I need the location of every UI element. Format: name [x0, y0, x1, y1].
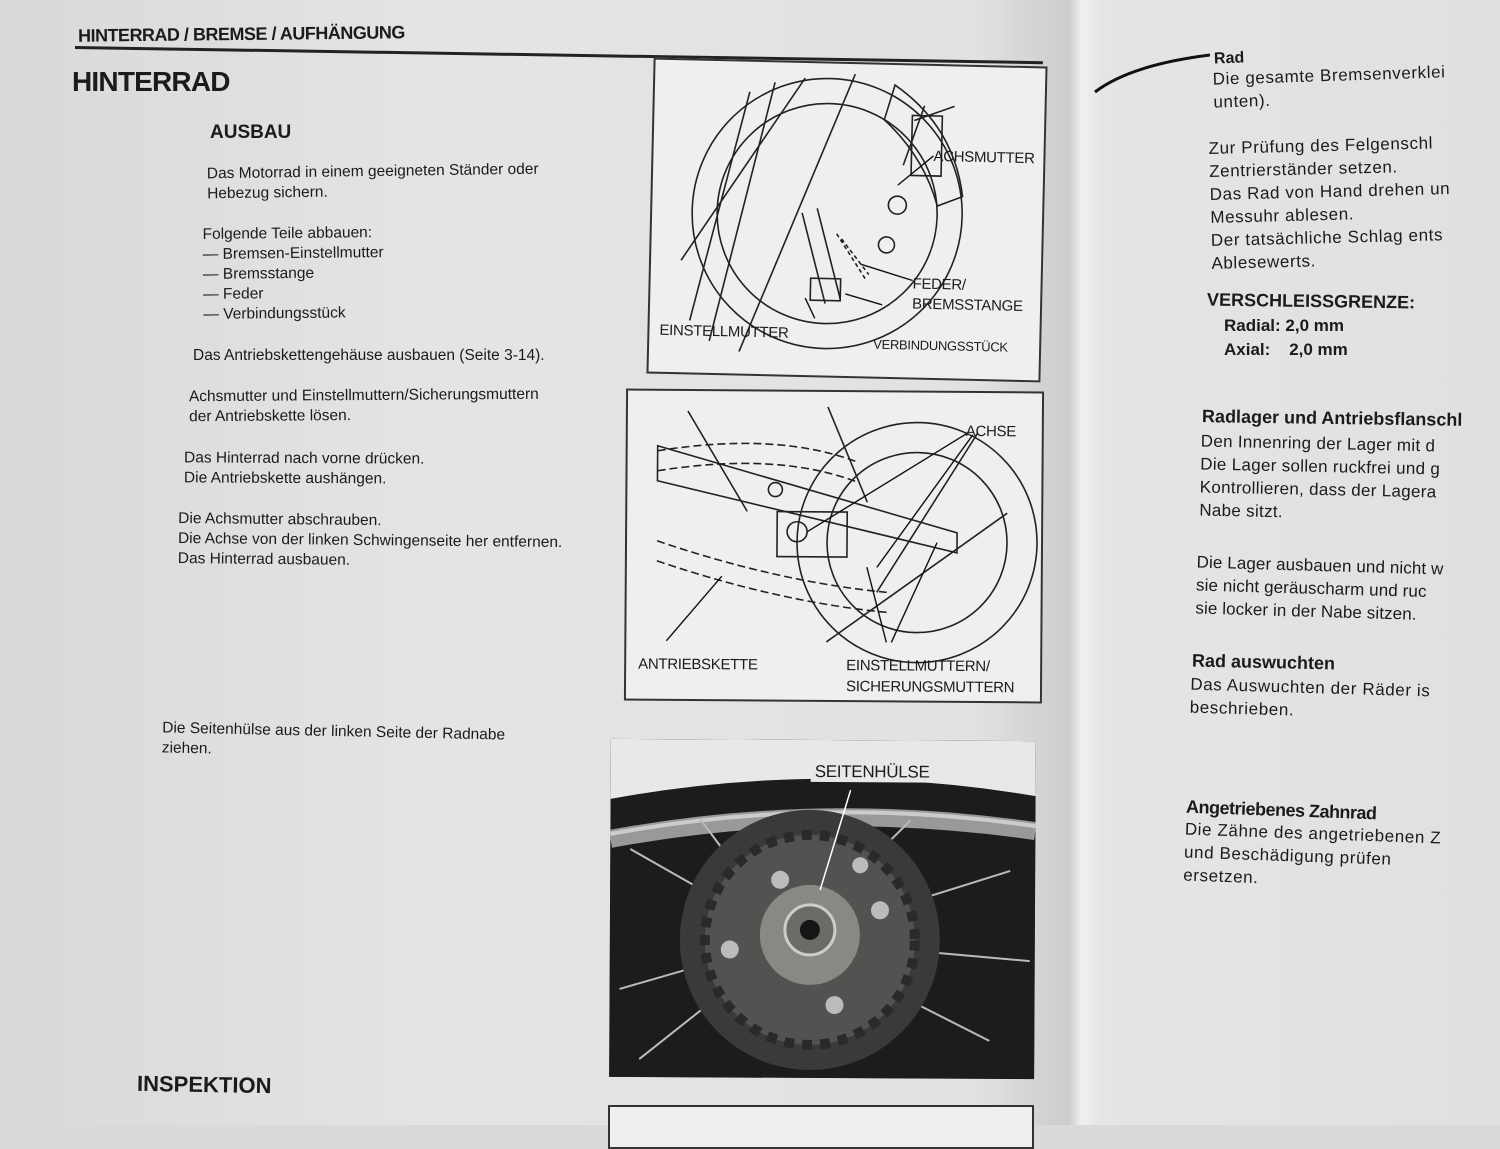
- page-corner-curve: [1090, 50, 1210, 100]
- text-line: Die Lager sollen ruckfrei und g: [1200, 454, 1441, 479]
- text-line: und Beschädigung prüfen: [1183, 842, 1392, 869]
- running-header: HINTERRAD / BREMSE / AUFHÄNGUNG: [77, 22, 405, 46]
- text-line: Messuhr ablesen.: [1210, 204, 1355, 227]
- label-einstellmutter: EINSTELLMUTTER: [659, 321, 789, 342]
- label-einstellmuttern: EINSTELLMUTTERN/: [846, 657, 990, 676]
- figure-axle-chain: [624, 389, 1044, 704]
- radial-label: Radial:: [1224, 316, 1281, 335]
- label-antriebskette: ANTRIEBSKETTE: [638, 655, 758, 674]
- axial-label: Axial:: [1224, 340, 1271, 359]
- heading-rad-auswuchten: Rad auswuchten: [1191, 650, 1336, 674]
- label-achse: ACHSE: [965, 422, 1017, 441]
- label-verbindungsstueck: VERBINDUNGSSTÜCK: [873, 336, 1008, 355]
- zahnrad-text: [1183, 818, 1442, 896]
- list-item: — Bremsen-Einstellmutter: [202, 244, 384, 263]
- heading-verschleissgrenze: VERSCHLEISSGRENZE:: [1206, 289, 1416, 313]
- paragraph-1: [207, 160, 539, 205]
- text-line: Zur Prüfung des Felgenschl: [1208, 133, 1434, 158]
- rad-text: [1212, 60, 1446, 113]
- label-seitenhuelse: SEITENHÜLSE: [811, 762, 934, 783]
- text-line: Der tatsächliche Schlag ents: [1210, 225, 1444, 250]
- text-line: sie nicht geräuscharm und ruc: [1195, 575, 1427, 601]
- text-line: der Antriebskette lösen.: [189, 407, 352, 426]
- photo-rear-wheel-hub: [609, 739, 1036, 1079]
- section-ausbau: AUSBAU: [210, 122, 292, 143]
- paragraph-6: [162, 718, 506, 765]
- lager2-text: [1195, 551, 1444, 627]
- wucht-text: [1189, 673, 1430, 726]
- text-line: Das Rad von Hand drehen un: [1209, 179, 1451, 204]
- text-line: Zentrierständer setzen.: [1208, 157, 1398, 181]
- text-line: Kontrollieren, dass der Lagera: [1199, 477, 1437, 502]
- axial-value: 2,0 mm: [1289, 340, 1348, 359]
- wear-limits: [1224, 314, 1348, 362]
- label-sicherungsmuttern: SICHERUNGSMUTTERN: [845, 678, 1015, 697]
- paragraph-2: Das Antriebskettengehäuse ausbauen (Seite 3-14).: [193, 347, 545, 364]
- paragraph-4: [184, 448, 425, 489]
- text-line: Ablesewerts.: [1211, 251, 1317, 273]
- text-line: Das Motorrad in einem geeigneten Ständer oder: [206, 160, 539, 183]
- text-line: sie locker in der Nabe sitzen.: [1195, 598, 1417, 624]
- text-line: Den Innenring der Lager mit d: [1200, 431, 1436, 456]
- text-line: Die Seitenhülse aus der linken Seite der Radnabe: [162, 719, 506, 744]
- paragraph-5: [178, 509, 563, 573]
- text-line: Das Hinterrad ausbauen.: [177, 549, 351, 569]
- text-line: Die Lager ausbauen und nicht w: [1196, 552, 1444, 579]
- text-line: Das Auswuchten der Räder is: [1190, 674, 1431, 701]
- label-achsmutter: ACHSMUTTER: [933, 147, 1035, 168]
- text-line: Achsmutter und Einstellmuttern/Sicherungsmuttern: [188, 385, 539, 406]
- text-line: Die Zähne des angetriebenen Z: [1184, 819, 1442, 848]
- heading-zahnrad: Angetriebenes Zahnrad: [1185, 796, 1377, 824]
- text-line: Die gesamte Bremsenverklei: [1212, 62, 1446, 89]
- text-line: ziehen.: [161, 739, 212, 758]
- text-line: Die Achse von der linken Schwingenseite her entfernen.: [177, 529, 563, 552]
- list-item: — Feder: [203, 285, 264, 303]
- text-line: Die Antriebskette aushängen.: [183, 469, 387, 488]
- figure-inspection-partial: [608, 1105, 1034, 1149]
- radial-value: 2,0 mm: [1285, 316, 1345, 335]
- heading-rad: Rad: [1213, 49, 1245, 68]
- parts-list: [202, 223, 384, 325]
- text-line: beschrieben.: [1189, 697, 1295, 720]
- pruefung-text: [1208, 131, 1452, 275]
- heading-radlager: Radlager und Antriebsflanschl: [1201, 406, 1463, 430]
- list-item: — Verbindungsstück: [203, 304, 346, 323]
- label-feder: FEDER/: [912, 275, 966, 294]
- page-title: HINTERRAD: [72, 66, 230, 97]
- section-inspektion: INSPEKTION: [136, 1070, 272, 1099]
- text-line: unten).: [1213, 90, 1271, 112]
- text-line: ersetzen.: [1182, 865, 1259, 888]
- text-line: Die Achsmutter abschrauben.: [178, 509, 382, 530]
- lager-text: [1199, 429, 1441, 526]
- text-line: Nabe sitzt.: [1199, 500, 1284, 522]
- text-line: Hebezug sichern.: [207, 183, 328, 203]
- figure-brake-linkage: [646, 58, 1047, 383]
- text-line: Das Hinterrad nach vorne drücken.: [184, 449, 425, 468]
- list-item: — Bremsstange: [202, 264, 315, 283]
- text-line: Folgende Teile abbauen:: [202, 224, 373, 243]
- wheel-photo: [609, 739, 1036, 1079]
- book-gutter: [1068, 0, 1098, 1125]
- paragraph-3: [189, 385, 539, 427]
- label-bremsstange: BREMSSTANGE: [911, 295, 1023, 316]
